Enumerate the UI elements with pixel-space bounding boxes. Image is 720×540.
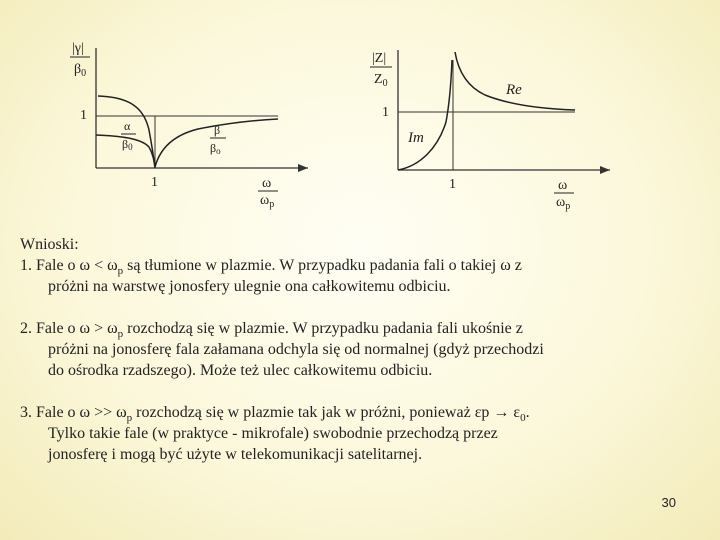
left-alpha-denominator: β0 — [122, 137, 133, 152]
conclusions-text — [20, 234, 710, 465]
c1-t3: są tłumione w plazmie. W przypadku padania fali o takiej — [123, 257, 501, 274]
right-re-curve — [455, 52, 575, 110]
c3-t3: rozchodzą się w plazmie tak jak w próżni, ponieważ — [132, 404, 475, 421]
right-x-label-bottom: $\omega_p$ — [556, 195, 571, 212]
omega-symbol: ω — [79, 257, 91, 274]
c2-sub: p — [117, 328, 124, 341]
right-y-tick: 1 — [382, 105, 389, 120]
left-y-tick: 1 — [80, 108, 87, 123]
c2-t2: > — [90, 320, 108, 337]
c1-t4: z — [510, 257, 522, 274]
right-x-tick: 1 — [449, 177, 456, 192]
left-x-tick: 1 — [151, 175, 158, 190]
left-y-label-top: |γ| — [72, 41, 84, 56]
omega-symbol: ω — [79, 320, 91, 337]
c3-t2: >> — [90, 404, 117, 421]
page-number: 30 — [661, 495, 676, 510]
right-figure — [360, 40, 610, 220]
right-im-label: Im — [408, 130, 424, 146]
c3-t6: . — [525, 404, 530, 421]
conclusion-1-line-2: próżni na warstwę jonosfery ulegnie ona całkowitemu odbiciu. — [48, 278, 451, 295]
c1-t2: < — [90, 257, 108, 274]
c2-t3: rozchodzą się w plazmie. W przypadku padania fali ukośnie z — [123, 320, 523, 337]
left-x-label-top: ω — [262, 176, 272, 191]
right-y-label-bottom: $Z_0$ — [374, 72, 388, 89]
conclusion-2-line-3: do ośrodka rzadszego). Może też ulec całkowitemu odbiciu. — [48, 362, 433, 379]
left-beta-label: β — [214, 123, 221, 137]
right-x-label-top: ω — [558, 178, 568, 193]
conclusion-3-line-1 — [20, 402, 710, 423]
conclusion-3-line-2: Tylko takie fale (w praktyce - mikrofale) swobodnie przechodzą przez — [48, 425, 498, 442]
left-x-label-bottom: $\omega_p$ — [260, 193, 275, 210]
omega-symbol: ω — [79, 404, 91, 421]
left-figure — [58, 30, 308, 210]
conclusion-1-line-1 — [20, 255, 710, 276]
epsilon-symbol: ε — [474, 404, 482, 421]
omega-symbol: ω — [107, 257, 118, 274]
conclusion-1 — [20, 255, 710, 297]
c1-sub: p — [117, 265, 124, 278]
right-im-curve — [398, 60, 452, 170]
left-alpha-label: α — [124, 119, 131, 133]
spacer — [20, 381, 710, 402]
omega-symbol: ω — [500, 257, 511, 274]
conclusion-2-line-2: próżni na jonosferę fala załamana odchyla się od normalnej (gdyż przechodzi — [48, 341, 544, 358]
omega-symbol: ω — [107, 320, 118, 337]
c3-sub: p — [126, 412, 133, 425]
epsilon-symbol: ε — [513, 404, 521, 421]
conclusion-2 — [20, 318, 710, 381]
right-x-arrow — [600, 166, 610, 174]
arrow-icon: → — [493, 404, 510, 421]
spacer — [20, 297, 710, 318]
conclusion-2-line-1 — [20, 318, 710, 339]
omega-symbol: ω — [116, 404, 127, 421]
left-x-arrow — [298, 164, 308, 172]
right-y-label-top: |Z| — [372, 51, 387, 66]
left-beta-denominator: βo — [210, 141, 221, 156]
c1-t1: 1. Fale o — [20, 257, 80, 274]
c3-sub2: 0 — [520, 412, 526, 425]
c2-t1: 2. Fale o — [20, 320, 80, 337]
left-y-label-bottom: $\beta_0$ — [74, 62, 87, 79]
right-re-label: Re — [506, 82, 522, 98]
conclusion-3-line-3: jonosferę i mogą być użyte w telekomunikacji satelitarnej. — [48, 446, 423, 463]
c3-t4: p — [481, 404, 494, 421]
c3-t1: 3. Fale o — [20, 404, 80, 421]
conclusion-3 — [20, 402, 710, 465]
conclusions-heading: Wnioski: — [20, 236, 79, 253]
